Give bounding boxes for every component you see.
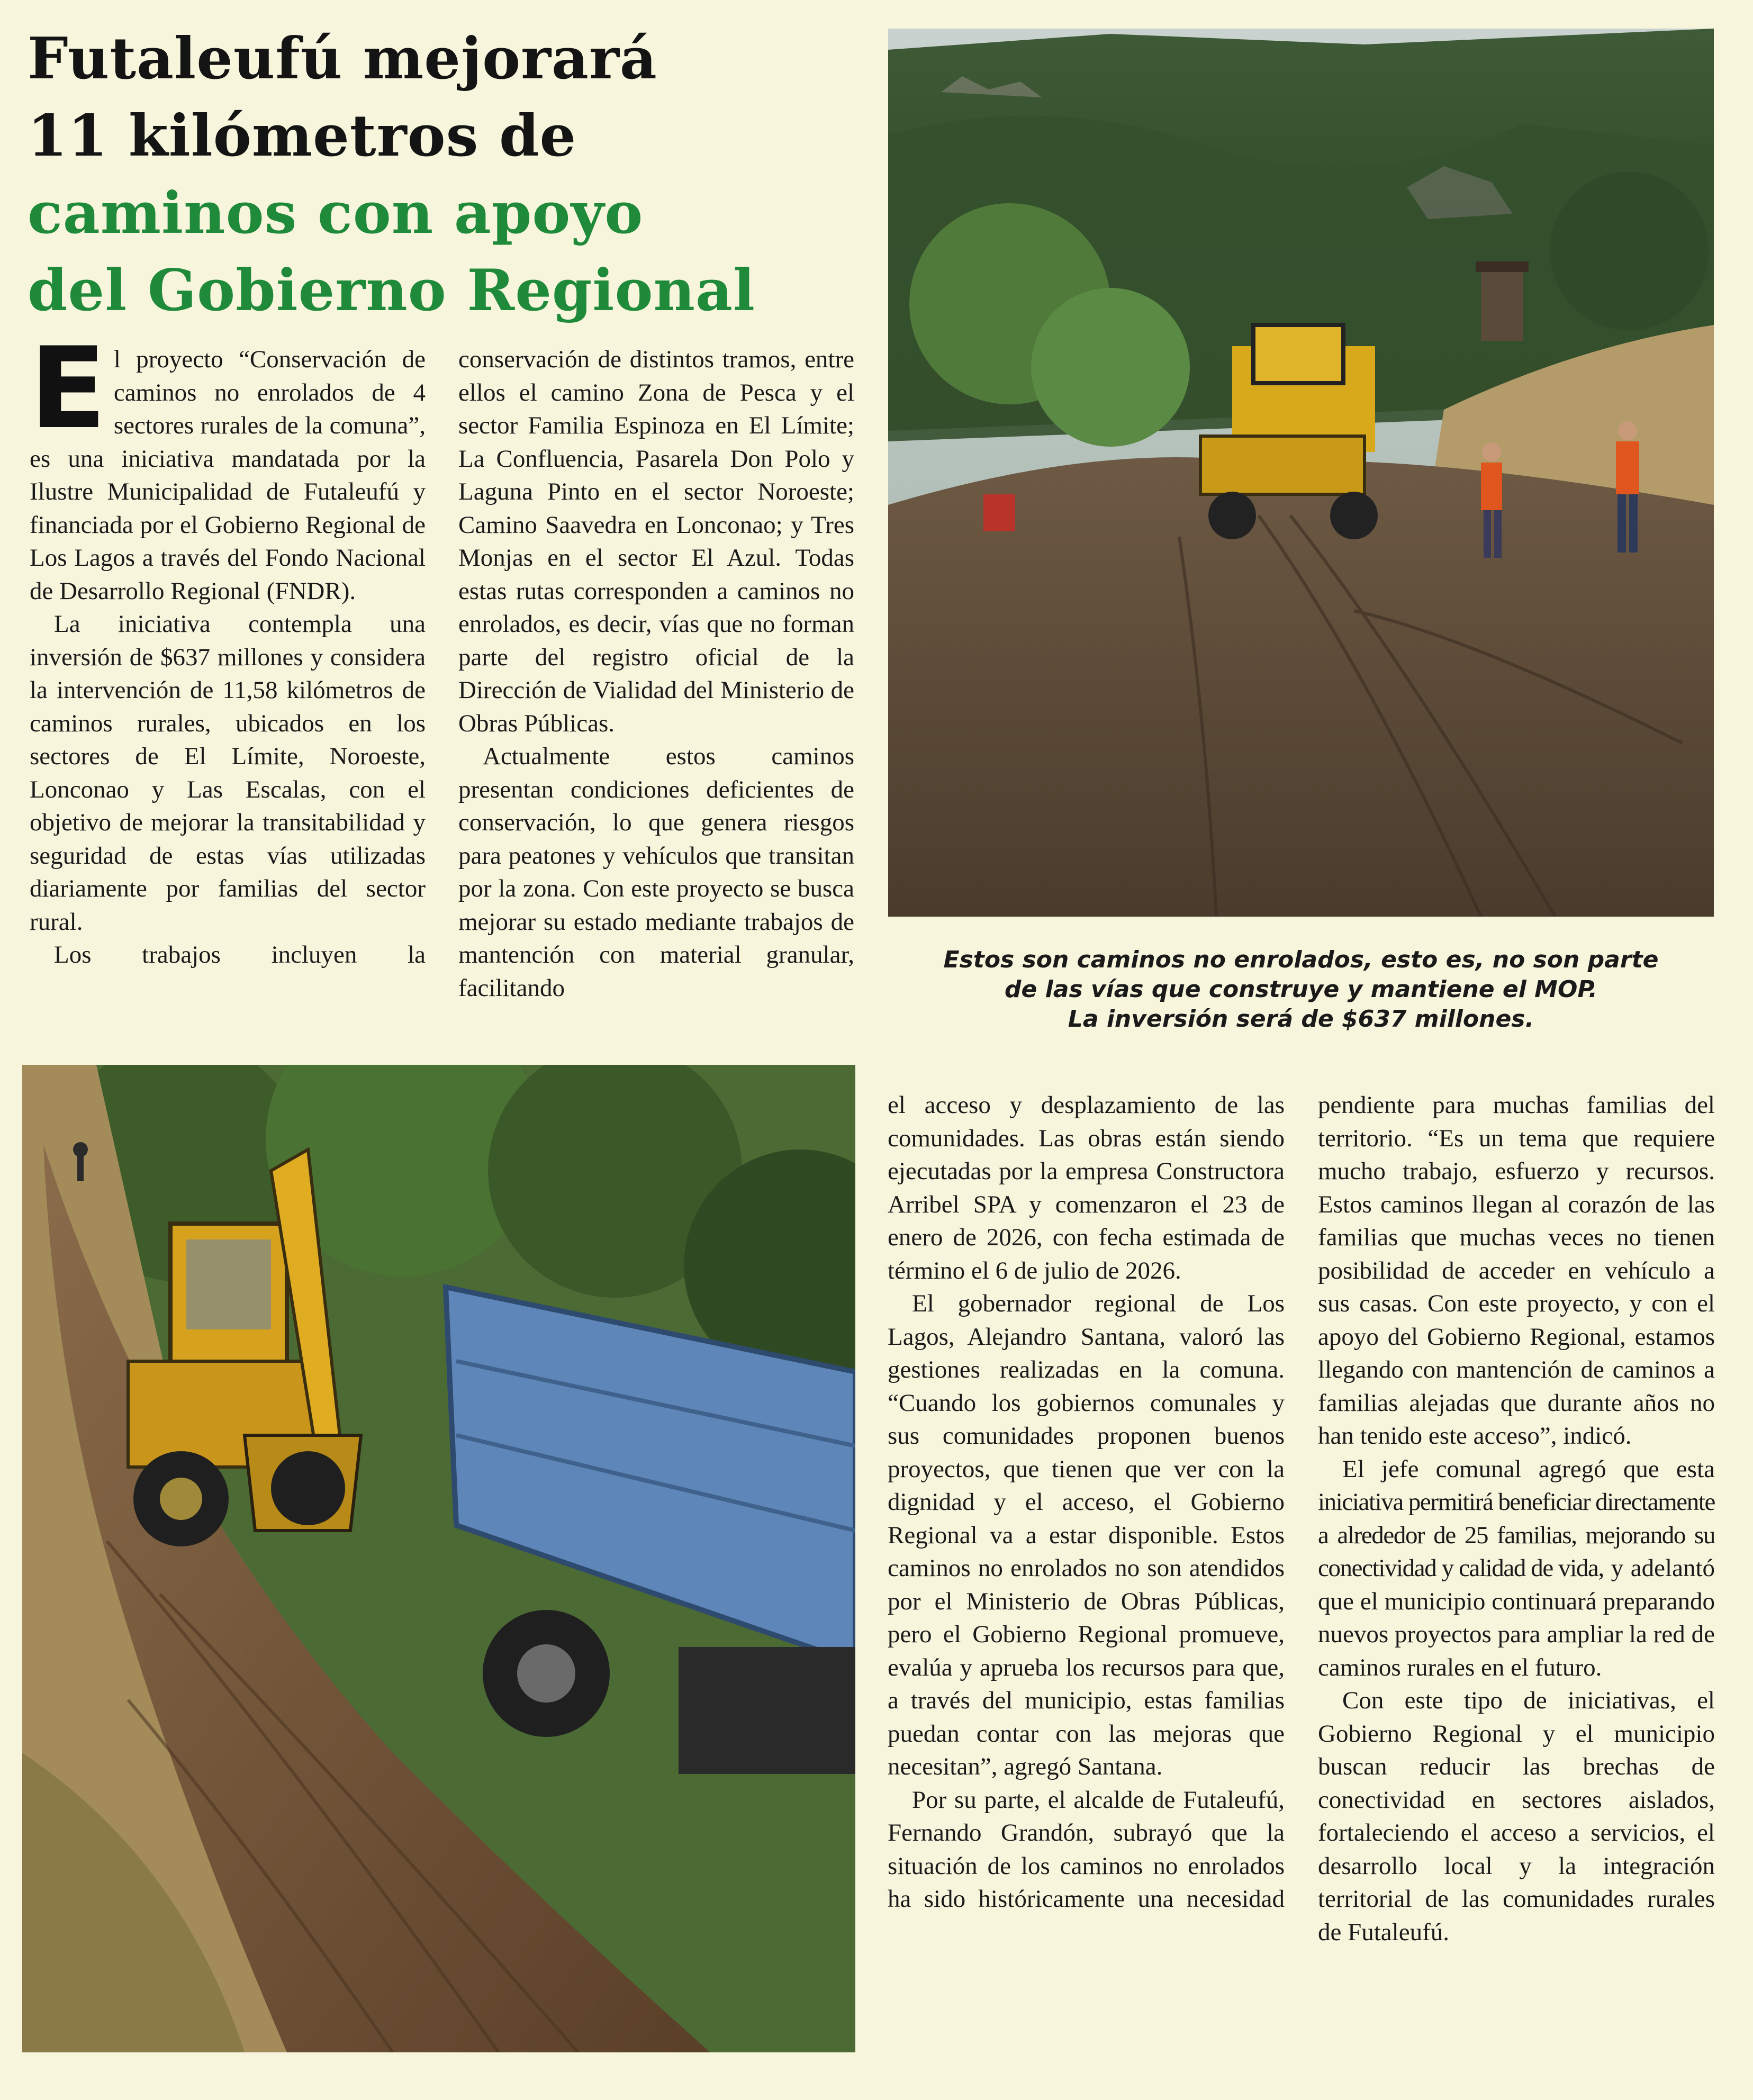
paragraph: El gobernador regional de Los Lagos, Alejandro Santana, valoró las gestiones realizadas en la comuna. “Cuando los gobiernos comunales y sus comunidades proponen buenos proyectos, que tienen que ver con la dignidad y el acceso, el Gobierno Regional va a estar disponible. Estos caminos no enrolados no son atendidos por el Ministerio de Obras Públicas, pero el Gobierno Regional promueve, evalúa y aprueba los recursos para que, a través del municipio, estas familias puedan contar con las mejoras que necesitan”, agregó Santana. (888, 1290, 1285, 1780)
photo-backhoe-and-truck (22, 1065, 855, 2052)
paragraph: Con este tipo de iniciativas, el Gobierno Regional y el municipio buscan reducir las brechas de conectividad en sectores aislados, fortaleciendo el acceso a servicios, el desarrollo local y la integración territorial de las comunidades rurales de Futaleufú. (1318, 1687, 1715, 1946)
article-column-1 (30, 323, 426, 972)
caption-line-1: Estos son caminos no enrolados, esto es, no son parte (943, 946, 1659, 973)
paragraph: Por su parte, el alcalde de Futaleufú, Fernando Grandón, subrayó que la situación de los caminos no enrolados ha sido históricamente una necesidad (888, 1786, 1285, 1913)
paragraph: pendiente para muchas familias del territorio. “Es un tema que requiere mucho trabajo, esfuerzo y recursos. Estos caminos llegan al corazón de las familias que muchas veces no tienen posibilidad de acceder en vehículo a sus casas. Con este proyecto, y con el apoyo del Gobierno Regional, estamos llegando con mantención de caminos a familias alejadas que durante años no han tenido este acceso”, indicó. (1318, 1091, 1715, 1450)
headline-line-1: Futaleufú mejorará (28, 25, 657, 92)
caption-line-2: de las vías que construye y mantiene el MOP. (1005, 976, 1597, 1003)
photo-road-works-backhoe (888, 29, 1714, 917)
headline (28, 20, 853, 329)
article-column-3 (888, 1089, 1285, 1916)
paragraph: conservación de distintos tramos, entre ellos el camino Zona de Pesca y el sector Familia Espinoza en El Límite; La Confluencia, Pasarela Don Polo y Laguna Pinto en el sector Noroeste; Camino Saavedra en Lonconao; y Tres Monjas en el sector El Azul. Todas estas rutas corresponden a caminos no enrolados, es decir, vías que no forman parte del registro oficial de la Dirección de Vialidad del Ministerio de Obras Públicas. (458, 346, 854, 737)
paragraph-intro: El proyecto “Conservación de caminos no enrolados de 4 sectores rurales de la comuna”, es una iniciativa mandatada por la Ilustre Municipalidad de Futaleufú y financiada por el Gobierno Regional de Los Lagos a través del Fondo Nacional de Desarrollo Regional (FNDR). (30, 323, 426, 605)
headline-line-4: del Gobierno Regional (28, 257, 756, 324)
photo-caption (888, 945, 1714, 1034)
article-column-2 (458, 343, 854, 1004)
paragraph: El jefe comunal agregó que esta iniciativa permitirá beneficiar directamente a alrededor de 25 familias, mejorando su conectividad y calidad de vida, y adelantó que el municipio continuará preparando nuevos proyectos para ampliar la red de caminos rurales en el futuro. (1318, 1455, 1715, 1681)
headline-line-3: caminos con apoyo (28, 180, 644, 247)
photo-road-works-illustration (888, 29, 1714, 917)
photo-backhoe-truck-illustration (22, 1065, 855, 2052)
caption-line-3: La inversión será de $637 millones. (1068, 1006, 1534, 1033)
drop-cap: E (30, 323, 106, 454)
paragraph: el acceso y desplazamiento de las comunidades. Las obras están siendo ejecutadas por la empresa Constructora Arribel SPA y comenzaron el 23 de enero de 2026, con fecha estimada de término el 6 de julio de 2026. (888, 1091, 1285, 1284)
paragraph: La iniciativa contempla una inversión de $637 millones y considera la intervención de 11,58 kilómetros de caminos rurales, ubicados en los sectores de El Límite, Noroeste, Lonconao y Las Escalas, con el objetivo de mejorar la transitabilidad y seguridad de estas vías utilizadas diariamente por familias del sector rural. (30, 610, 426, 936)
article-column-4 (1318, 1089, 1715, 1949)
headline-line-2: 11 kilómetros de (28, 103, 577, 169)
paragraph: Actualmente estos caminos presentan condiciones deficientes de conservación, lo que genera riesgos para peatones y vehículos que transitan por la zona. Con este proyecto se busca mejorar su estado mediante trabajos de mantención con material granular, facilitando (458, 743, 854, 1002)
paragraph: Los trabajos incluyen la (54, 941, 426, 968)
